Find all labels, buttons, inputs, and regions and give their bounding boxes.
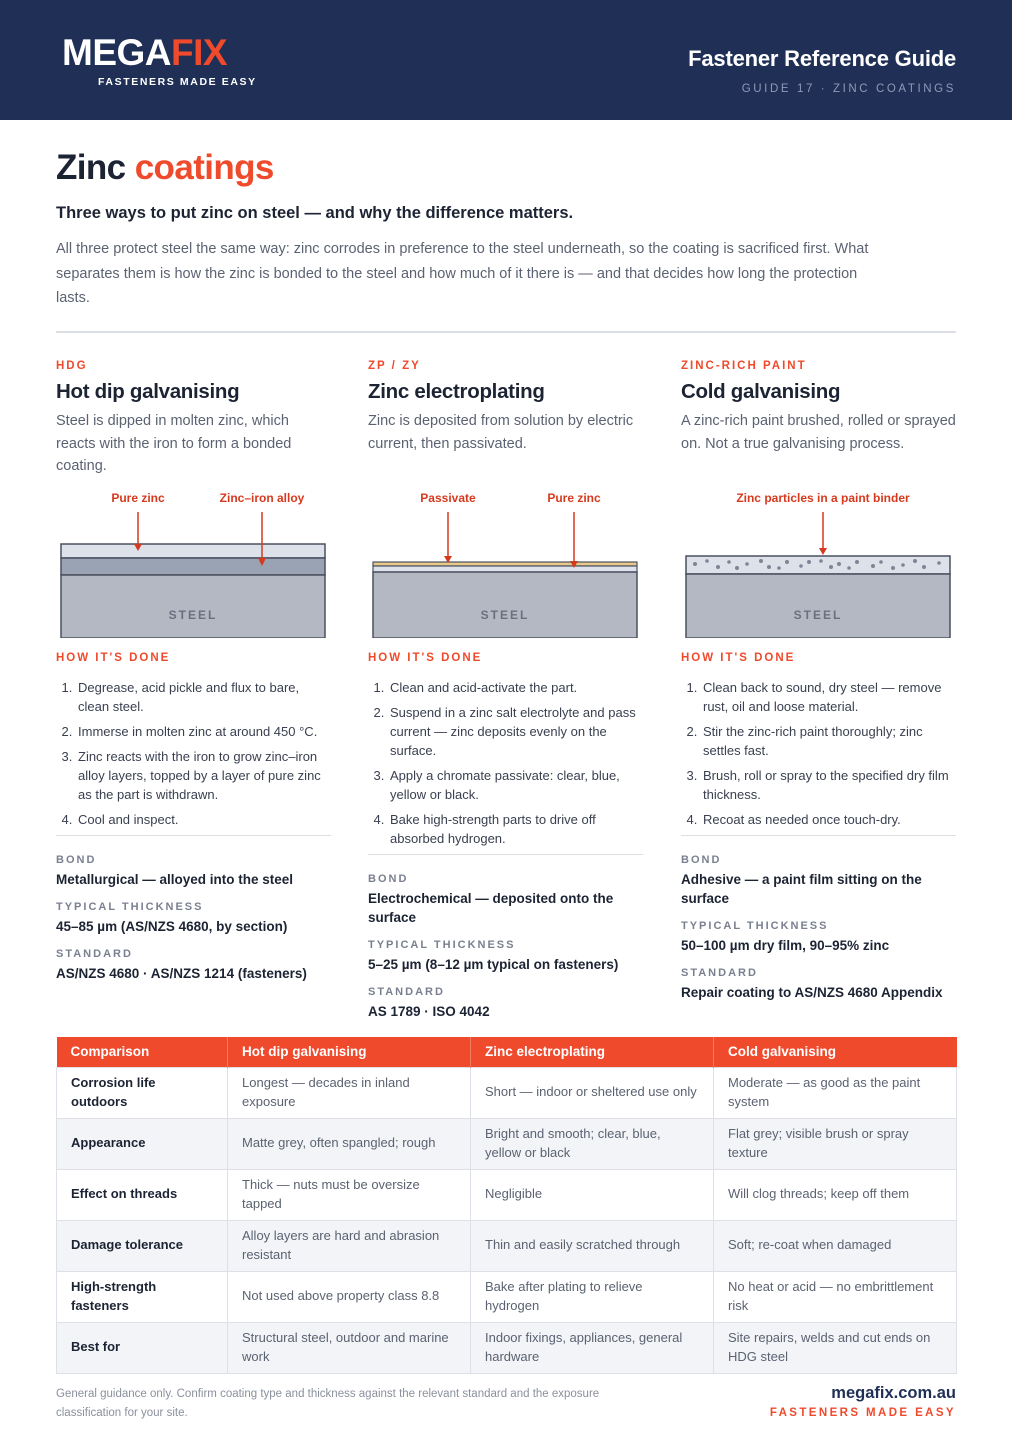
megafix-logo[interactable] <box>62 34 277 88</box>
logo-tagline: FASTENERS MADE EASY <box>98 76 257 88</box>
table-cell: Alloy layers are hard and abrasion resistant <box>228 1220 471 1271</box>
table-row <box>57 1322 957 1373</box>
steel-label: STEEL <box>168 608 218 622</box>
table-row <box>57 1118 957 1169</box>
cold-galv-layer-graphic <box>681 488 956 638</box>
spec-label-thickness: TYPICAL THICKNESS <box>368 939 516 951</box>
spec-value-thickness: 45–85 µm (AS/NZS 4680, by section) <box>56 919 288 934</box>
table-cell: Will clog threads; keep off them <box>714 1169 957 1220</box>
spec-value-standard: AS 1789 · ISO 4042 <box>368 1004 490 1019</box>
label-zinc-particles: Zinc particles in a paint binder <box>736 491 910 505</box>
coating-diagram-electroplating <box>368 488 643 638</box>
method-specs <box>368 873 643 1021</box>
arrow-head <box>819 548 827 555</box>
steel-substrate <box>373 572 637 638</box>
method-column-hdg <box>56 360 331 478</box>
row-header: Effect on threads <box>57 1169 228 1220</box>
page-title-accent: coatings <box>134 148 274 187</box>
method-kicker: ZP / ZY <box>368 360 421 372</box>
steel-label: STEEL <box>480 608 530 622</box>
method-details-electroplating <box>368 652 643 1033</box>
website-link[interactable]: megafix.com.au <box>831 1384 956 1402</box>
footer-tagline: FASTENERS MADE EASY <box>769 1407 956 1419</box>
table-cell: No heat or acid — no embrittlement risk <box>714 1271 957 1322</box>
process-step: 3. Apply a chromate passivate: clear, blue, yellow or black. <box>388 766 643 804</box>
divider <box>368 854 643 855</box>
method-title: Hot dip galvanising <box>56 380 240 403</box>
paint-binder-layer <box>686 556 950 574</box>
label-pure-zinc: Pure zinc <box>111 491 165 505</box>
table-cell: Short — indoor or sheltered use only <box>471 1067 714 1118</box>
pure-zinc-layer <box>61 544 325 558</box>
spec-label-standard: STANDARD <box>368 986 445 998</box>
method-column-electroplating <box>368 360 643 455</box>
divider <box>56 835 331 836</box>
spec-label-thickness: TYPICAL THICKNESS <box>56 901 204 913</box>
hdg-layer-graphic <box>56 488 331 638</box>
footer-brand <box>770 1384 956 1419</box>
row-header: Corrosion life outdoors <box>57 1067 228 1118</box>
method-title: Cold galvanising <box>681 380 841 403</box>
guide-title: Fastener Reference Guide <box>688 46 956 71</box>
how-its-done-heading: HOW IT'S DONE <box>56 652 171 664</box>
spec-label-standard: STANDARD <box>681 967 758 979</box>
table-cell: Matte grey, often spangled; rough <box>228 1118 471 1169</box>
table-row <box>57 1169 957 1220</box>
method-kicker: HDG <box>56 360 88 372</box>
spec-label-standard: STANDARD <box>56 948 133 960</box>
disclaimer-note: General guidance only. Confirm coating type and thickness against the relevant standard and the exposure classification for your site. <box>56 1388 600 1419</box>
process-step: 4. Bake high-strength parts to drive off absorbed hydrogen. <box>388 810 643 848</box>
table-cell: Soft; re-coat when damaged <box>714 1220 957 1271</box>
process-step: 3. Brush, roll or spray to the specified dry film thickness. <box>701 766 956 804</box>
pure-zinc-layer <box>373 566 637 572</box>
label-passivate: Passivate <box>420 491 476 505</box>
method-description: Zinc is deposited from solution by electric current, then passivated. <box>368 413 634 452</box>
process-step: 3. Zinc reacts with the iron to grow zinc–iron alloy layers, topped by a layer of pure zinc as the part is withdrawn. <box>76 747 331 804</box>
table-cell: Site repairs, welds and cut ends on HDG steel <box>714 1322 957 1373</box>
table-cell: Moderate — as good as the paint system <box>714 1067 957 1118</box>
method-specs <box>56 854 331 983</box>
intro-paragraph: All three protect steel the same way: zinc corrodes in preference to the steel underneath, so the coating is sacrificed first. What separates them is how the zinc is bonded to the steel and how much of it there is — and that decides how long the protection lasts. <box>56 241 869 306</box>
method-details-cold-galvanising <box>681 652 956 1014</box>
table-cell: Thin and easily scratched through <box>471 1220 714 1271</box>
comparison-table <box>56 1037 957 1374</box>
table-cell: Not used above property class 8.8 <box>228 1271 471 1322</box>
process-step: 2. Suspend in a zinc salt electrolyte and pass current — zinc deposits evenly on the surface. <box>388 703 643 760</box>
steel-substrate <box>61 575 325 638</box>
logo-word-fix: FIX <box>171 32 228 73</box>
table-cell: Bake after plating to relieve hydrogen <box>471 1271 714 1322</box>
header-titles <box>688 46 956 95</box>
row-header: Damage tolerance <box>57 1220 228 1271</box>
spec-value-bond: Metallurgical — alloyed into the steel <box>56 872 294 887</box>
row-header: Appearance <box>57 1118 228 1169</box>
method-description: Steel is dipped in molten zinc, which reacts with the iron to form a bonded coating. <box>56 413 292 474</box>
table-cell: Flat grey; visible brush or spray texture <box>714 1118 957 1169</box>
process-steps <box>368 678 643 848</box>
coating-diagram-cold-galvanising <box>681 488 956 638</box>
method-title: Zinc electroplating <box>368 380 545 403</box>
method-column-cold-galvanising <box>681 360 956 455</box>
table-cell: Negligible <box>471 1169 714 1220</box>
table-cell: Indoor fixings, appliances, general hardware <box>471 1322 714 1373</box>
row-header: High-strength fasteners <box>57 1271 228 1322</box>
spec-value-thickness: 50–100 µm dry film, 90–95% zinc <box>681 938 890 953</box>
column-header: Zinc electroplating <box>471 1037 714 1067</box>
process-step: 1. Degrease, acid pickle and flux to bare, clean steel. <box>76 678 331 716</box>
process-steps <box>681 678 956 829</box>
table-cell: Structural steel, outdoor and marine work <box>228 1322 471 1373</box>
spec-value-bond: Electrochemical — deposited onto the surface <box>368 891 614 925</box>
page-header <box>0 0 1012 120</box>
spec-label-thickness: TYPICAL THICKNESS <box>681 920 829 932</box>
label-zinc-iron-alloy: Zinc–iron alloy <box>219 491 305 505</box>
table-row <box>57 1220 957 1271</box>
table-row <box>57 1067 957 1118</box>
process-step: 4. Cool and inspect. <box>76 810 331 829</box>
method-specs <box>681 854 956 1002</box>
table-cell: Longest — decades in inland exposure <box>228 1067 471 1118</box>
process-steps <box>56 678 331 829</box>
divider <box>681 835 956 836</box>
method-details-hdg <box>56 652 331 995</box>
how-its-done-heading: HOW IT'S DONE <box>368 652 483 664</box>
label-pure-zinc: Pure zinc <box>547 491 601 505</box>
process-step: 1. Clean back to sound, dry steel — remove rust, oil and loose material. <box>701 678 956 716</box>
logo-word-mega: MEGA <box>62 32 171 73</box>
spec-value-standard: AS/NZS 4680 · AS/NZS 1214 (fasteners) <box>56 966 307 981</box>
logo-wordmark <box>62 34 277 72</box>
page-title <box>56 148 274 188</box>
spec-label-bond: BOND <box>56 854 97 866</box>
guide-subtitle: GUIDE 17 · ZINC COATINGS <box>741 83 956 95</box>
page-title-plain: Zinc <box>56 148 126 187</box>
how-its-done-heading: HOW IT'S DONE <box>681 652 796 664</box>
row-header: Best for <box>57 1322 228 1373</box>
process-step: 2. Stir the zinc-rich paint thoroughly; zinc settles fast. <box>701 722 956 760</box>
column-header: Hot dip galvanising <box>228 1037 471 1067</box>
steel-substrate <box>686 574 950 638</box>
spec-label-bond: BOND <box>681 854 722 866</box>
spec-label-bond: BOND <box>368 873 409 885</box>
process-step: 1. Clean and acid-activate the part. <box>388 678 643 697</box>
spec-value-bond: Adhesive — a paint film sitting on the surface <box>681 872 922 906</box>
electroplating-layer-graphic <box>368 488 643 638</box>
table-cell: Bright and smooth; clear, blue, yellow or black <box>471 1118 714 1169</box>
table-row <box>57 1271 957 1322</box>
method-description: A zinc-rich paint brushed, rolled or sprayed on. Not a true galvanising process. <box>681 413 956 452</box>
method-kicker: ZINC-RICH PAINT <box>681 360 807 372</box>
section-divider <box>56 331 956 333</box>
coating-diagram-hdg <box>56 488 331 638</box>
spec-value-standard: Repair coating to AS/NZS 4680 Appendix <box>681 985 943 1000</box>
column-header: Comparison <box>57 1037 228 1067</box>
table-cell: Thick — nuts must be oversize tapped <box>228 1169 471 1220</box>
steel-label: STEEL <box>793 608 843 622</box>
process-step: 2. Immerse in molten zinc at around 450 °C. <box>76 722 331 741</box>
table-header-row <box>57 1037 957 1067</box>
zinc-iron-alloy-layer <box>61 558 325 575</box>
spec-value-thickness: 5–25 µm (8–12 µm typical on fasteners) <box>368 957 619 972</box>
page-subtitle: Three ways to put zinc on steel — and why the difference matters. <box>56 204 574 222</box>
process-step: 4. Recoat as needed once touch-dry. <box>701 810 956 829</box>
column-header: Cold galvanising <box>714 1037 957 1067</box>
